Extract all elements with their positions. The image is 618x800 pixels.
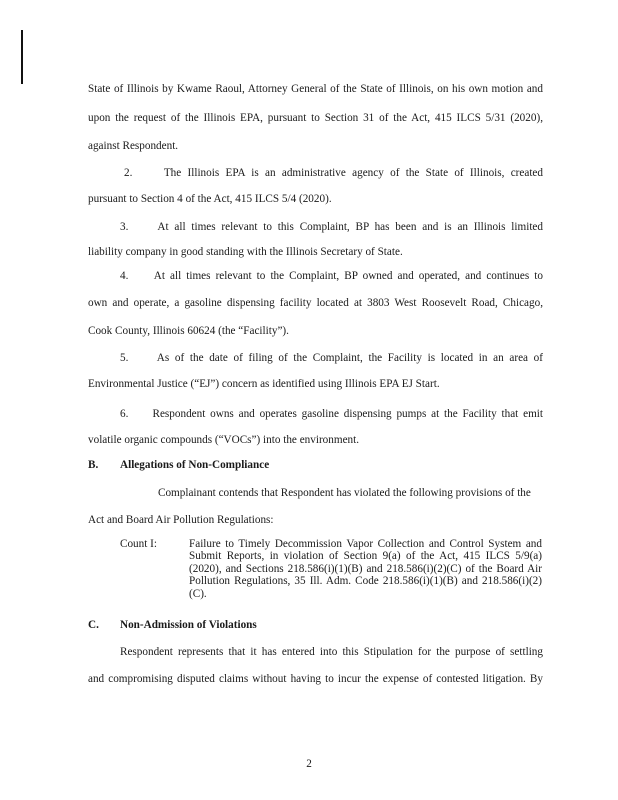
paragraph-5-line-1: 5. As of the date of filing of the Complaint, the Facility is located in an area of bbox=[120, 352, 543, 364]
paragraph-4-line-3: Cook County, Illinois 60624 (the “Facility”). bbox=[88, 325, 289, 337]
section-c-letter: C. bbox=[88, 619, 99, 631]
paragraph-6-line-1: 6. Respondent owns and operates gasoline dispensing pumps at the Facility that emit bbox=[120, 408, 543, 420]
section-b-line-2: Act and Board Air Pollution Regulations: bbox=[88, 514, 274, 526]
text-line: upon the request of the Illinois EPA, pursuant to Section 31 of the Act, 415 ILCS 5/31 (2020), bbox=[88, 112, 543, 124]
section-c-line-2: and compromising disputed claims without having to incur the expense of contested litigation. By bbox=[88, 673, 543, 685]
paragraph-2-line-2: pursuant to Section 4 of the Act, 415 ILCS 5/4 (2020). bbox=[88, 193, 332, 205]
count-description: Failure to Timely Decommission Vapor Collection and Control System and Submit Reports, in violation of Section 9(a) of the Act, 415 ILCS 5/9(a) (2020), and Sections 218.586(i)(1)(B) and 218.586(i)(2)(C) of the Board Air Pollution Regulations, 35 Ill. Adm. Code 218.586(i)(1)(B) and 218.586(i)(2)(C). bbox=[189, 538, 542, 600]
paragraph-5-line-2: Environmental Justice (“EJ”) concern as identified using Illinois EPA EJ Start. bbox=[88, 378, 440, 390]
text-line: State of Illinois by Kwame Raoul, Attorney General of the State of Illinois, on his own motion and bbox=[88, 83, 543, 95]
paragraph-2-line-1: 2. The Illinois EPA is an administrative agency of the State of Illinois, created bbox=[124, 167, 543, 179]
section-c-heading: Non-Admission of Violations bbox=[120, 619, 257, 631]
margin-change-bar bbox=[21, 30, 23, 84]
paragraph-3-line-1: 3. At all times relevant to this Complaint, BP has been and is an Illinois limited bbox=[120, 221, 543, 233]
section-b-letter: B. bbox=[88, 459, 99, 471]
paragraph-6-line-2: volatile organic compounds (“VOCs”) into the environment. bbox=[88, 434, 360, 446]
paragraph-4-line-1: 4. At all times relevant to the Complaint, BP owned and operated, and continues to bbox=[120, 270, 543, 282]
paragraph-4-line-2: own and operate, a gasoline dispensing facility located at 3803 West Roosevelt Road, Chicago, bbox=[88, 297, 543, 309]
paragraph-3-line-2: liability company in good standing with the Illinois Secretary of State. bbox=[88, 246, 403, 258]
section-b-line-1: Complainant contends that Respondent has violated the following provisions of the bbox=[158, 487, 531, 499]
text-line: against Respondent. bbox=[88, 140, 179, 152]
section-c-line-1: Respondent represents that it has entered into this Stipulation for the purpose of settling bbox=[120, 646, 543, 658]
page-number: 2 bbox=[306, 758, 312, 770]
section-b-heading: Allegations of Non-Compliance bbox=[120, 459, 270, 471]
count-label: Count I: bbox=[120, 538, 157, 550]
